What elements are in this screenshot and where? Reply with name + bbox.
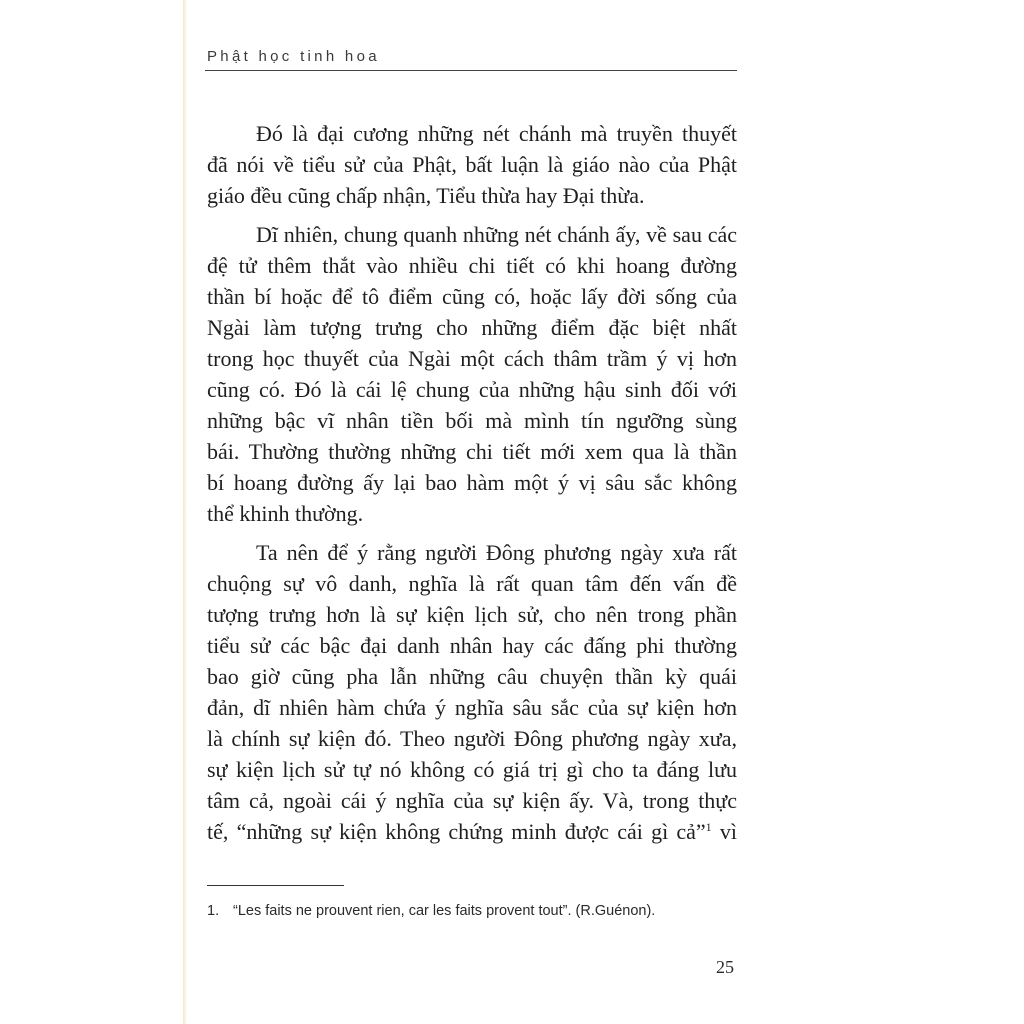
- text-line: là chính sự kiện đó. Theo người Đông phương ngày xưa,: [207, 726, 737, 751]
- text-line: bí hoang đường ấy lại bao hàm một ý vị sâu sắc không: [207, 470, 737, 495]
- text-line: Ngài làm tượng trưng cho những điểm đặc biệt nhất: [207, 315, 737, 340]
- text-line: thể khinh thường.: [207, 501, 364, 526]
- page-number: 25: [716, 957, 734, 977]
- paragraph-1: [207, 118, 737, 211]
- text-line-main: tế, “những sự kiện không chứng minh được cái gì cả”: [207, 819, 706, 844]
- text-line: chuộng sự vô danh, nghĩa là rất quan tâm đến vấn đề: [207, 571, 737, 596]
- footnote-number: 1.: [207, 903, 220, 919]
- paragraph-3: [207, 537, 737, 847]
- header-rule: [205, 70, 737, 71]
- page-spine-shadow: [183, 0, 187, 1024]
- text-line: đã nói về tiểu sử của Phật, bất luận là giáo nào của Phật: [207, 152, 737, 177]
- text-line: Ta nên để ý rằng người Đông phương ngày xưa rất: [256, 540, 737, 565]
- text-line: bái. Thường thường những chi tiết mới xem qua là thần: [207, 439, 737, 464]
- text-line: sự kiện lịch sử tự nó không có giá trị gì cho ta đáng lưu: [207, 757, 737, 782]
- text-line: giáo đều cũng chấp nhận, Tiểu thừa hay Đại thừa.: [207, 183, 645, 208]
- text-line-with-footnote-ref: [207, 816, 737, 847]
- text-line: tâm cả, ngoài cái ý nghĩa của sự kiện ấy. Và, trong thực: [207, 788, 737, 813]
- text-line: tượng trưng hơn là sự kiện lịch sử, cho nên trong phần: [207, 602, 737, 627]
- paragraph-2: [207, 219, 737, 529]
- text-line: Dĩ nhiên, chung quanh những nét chánh ấy, về sau các: [256, 222, 737, 247]
- text-line: cũng có. Đó là cái lệ chung của những hậu sinh đối với: [207, 377, 737, 402]
- running-header: Phật học tinh hoa: [207, 48, 380, 65]
- text-line: đệ tử thêm thắt vào nhiều chi tiết có khi hoang đường: [207, 253, 737, 278]
- text-line: những bậc vĩ nhân tiền bối mà mình tín ngưỡng sùng: [207, 408, 737, 433]
- text-line: trong học thuyết của Ngài một cách thâm trầm ý vị hơn: [207, 346, 737, 371]
- text-line: thần bí hoặc để tô điểm cũng có, hoặc lấy đời sống của: [207, 284, 737, 309]
- footnote: [207, 903, 655, 919]
- footnote-text: “Les faits ne prouvent rien, car les faits provent tout”. (R.Guénon).: [233, 903, 656, 919]
- body-text: [207, 118, 737, 855]
- text-line: bao giờ cũng pha lẫn những câu chuyện thần kỳ quái: [207, 664, 737, 689]
- text-line: Đó là đại cương những nét chánh mà truyền thuyết: [256, 121, 737, 146]
- text-line: tiểu sử các bậc đại danh nhân hay các đấng phi thường: [207, 633, 737, 658]
- footnote-reference[interactable]: 1: [705, 820, 712, 834]
- footnote-rule: [207, 885, 344, 886]
- text-line-tail: vì: [711, 819, 737, 844]
- text-line: đản, dĩ nhiên hàm chứa ý nghĩa sâu sắc của sự kiện hơn: [207, 695, 737, 720]
